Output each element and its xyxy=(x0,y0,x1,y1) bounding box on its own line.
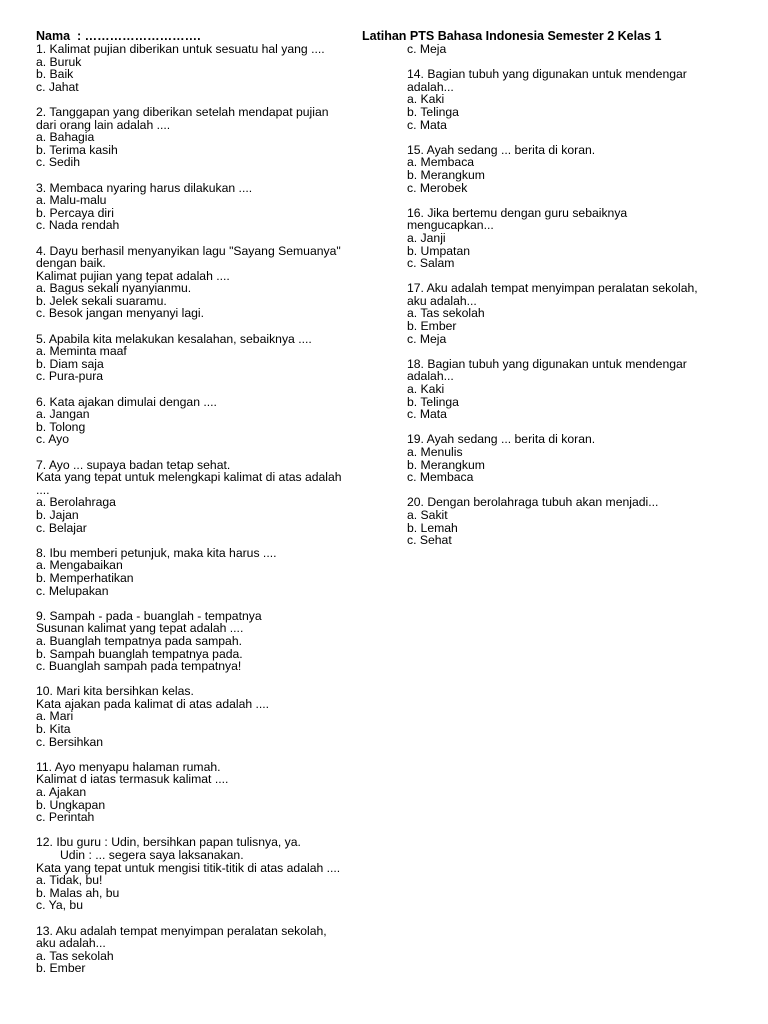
answer-option: b. Telinga xyxy=(407,394,459,409)
question-item xyxy=(36,396,376,446)
question-text: 7. Ayo ... supaya badan tetap sehat. xyxy=(36,457,231,472)
question-text: Susunan kalimat yang tepat adalah .... xyxy=(36,621,244,636)
question-text: adalah... xyxy=(407,79,454,94)
answer-option: b. Umpatan xyxy=(407,243,471,258)
worksheet-title: Latihan PTS Bahasa Indonesia Semester 2 Kelas 1 xyxy=(362,29,662,43)
answer-option: b. Jajan xyxy=(36,507,79,522)
answer-option: c. Ya, bu xyxy=(36,898,83,913)
question-text: aku adalah... xyxy=(36,936,106,951)
answer-option: a. Mengabaikan xyxy=(36,558,123,573)
answer-option: c. Meja xyxy=(407,42,447,56)
question-item xyxy=(36,245,376,321)
question-text: 2. Tanggapan yang diberikan setelah mendapat pujian xyxy=(36,104,329,119)
question-item xyxy=(407,144,737,194)
answer-option: a. Menulis xyxy=(407,445,463,459)
question-text: 8. Ibu memberi petunjuk, maka kita harus .... xyxy=(36,545,277,560)
answer-option: c. Membaca xyxy=(407,470,474,485)
answer-option: a. Meminta maaf xyxy=(36,344,127,359)
answer-option: b. Memperhatikan xyxy=(36,570,134,585)
question-text: 17. Aku adalah tempat menyimpan peralatan sekolah, xyxy=(407,281,698,296)
answer-option: c. Sehat xyxy=(407,533,452,548)
answer-option: a. Kaki xyxy=(407,382,445,397)
question-text: 16. Jika bertemu dengan guru sebaiknya xyxy=(407,205,628,220)
answer-option: b. Ungkapan xyxy=(36,797,106,812)
answer-option: a. Tas sekolah xyxy=(36,948,114,963)
question-text: 1. Kalimat pujian diberikan untuk sesuatu hal yang .... xyxy=(36,42,325,56)
answer-option: b. Merangkum xyxy=(407,167,485,182)
question-item xyxy=(36,925,376,975)
question-item-continued xyxy=(407,43,737,56)
answer-option: a. Tidak, bu! xyxy=(36,873,103,888)
question-text: 3. Membaca nyaring harus dilakukan .... xyxy=(36,180,253,195)
answer-option: c. Meja xyxy=(407,331,447,346)
answer-option: c. Salam xyxy=(407,256,455,271)
answer-option: a. Buruk xyxy=(36,54,82,69)
question-text: adalah... xyxy=(407,369,454,384)
answer-option: b. Percaya diri xyxy=(36,205,114,220)
answer-option: b. Lemah xyxy=(407,520,458,535)
question-item xyxy=(36,761,376,824)
question-text: 6. Kata ajakan dimulai dengan .... xyxy=(36,394,217,409)
question-item xyxy=(407,282,737,345)
answer-option: b. Baik xyxy=(36,67,74,82)
question-text: 5. Apabila kita melakukan kesalahan, sebaiknya .... xyxy=(36,331,312,346)
question-text: 10. Mari kita bersihkan kelas. xyxy=(36,684,194,699)
answer-option: c. Jahat xyxy=(36,79,79,94)
question-item xyxy=(36,333,376,383)
question-text: Kata yang tepat untuk mengisi titik-titik di atas adalah .... xyxy=(36,860,341,875)
question-item xyxy=(407,433,737,483)
question-text: Kalimat pujian yang tepat adalah .... xyxy=(36,268,230,283)
answer-option: a. Membaca xyxy=(407,155,475,170)
question-text: .... xyxy=(36,482,50,497)
answer-option: c. Buanglah sampah pada tempatnya! xyxy=(36,659,242,674)
answer-option: c. Melupakan xyxy=(36,583,109,598)
answer-option: c. Perintah xyxy=(36,810,95,825)
name-field-label: Nama : ………………………. xyxy=(36,29,201,43)
answer-option: a. Malu-malu xyxy=(36,193,107,208)
question-text: dengan baik. xyxy=(36,256,106,271)
answer-option: a. Bahagia xyxy=(36,130,95,145)
answer-option: a. Buanglah tempatnya pada sampah. xyxy=(36,633,242,648)
question-item xyxy=(36,685,376,748)
question-dialogue-line: Udin : ... segera saya laksanakan. xyxy=(60,848,244,862)
answer-option: a. Tas sekolah xyxy=(407,306,485,321)
question-item xyxy=(407,496,737,546)
question-item xyxy=(36,182,376,232)
answer-option: b. Merangkum xyxy=(407,457,485,472)
question-text: 19. Ayah sedang ... berita di koran. xyxy=(407,432,596,447)
question-text: 15. Ayah sedang ... berita di koran. xyxy=(407,142,596,157)
answer-option: b. Ember xyxy=(407,319,457,334)
question-item xyxy=(407,207,737,270)
answer-option: a. Sakit xyxy=(407,507,448,522)
question-text: Kata ajakan pada kalimat di atas adalah .... xyxy=(36,696,270,711)
answer-option: b. Telinga xyxy=(407,104,459,119)
answer-option: c. Belajar xyxy=(36,520,87,535)
question-text: aku adalah... xyxy=(407,293,477,308)
answer-option: b. Kita xyxy=(36,722,71,737)
answer-option: a. Bagus sekali nyanyianmu. xyxy=(36,281,192,296)
question-item xyxy=(407,68,737,131)
answer-option: a. Kaki xyxy=(407,92,445,107)
answer-option: c. Bersihkan xyxy=(36,734,104,749)
answer-option: b. Malas ah, bu xyxy=(36,885,120,900)
question-item xyxy=(407,358,737,421)
answer-option: a. Mari xyxy=(36,709,74,724)
answer-option: b. Jelek sekali suaramu. xyxy=(36,293,167,308)
question-text: 9. Sampah - pada - buanglah - tempatnya xyxy=(36,608,262,623)
answer-option: c. Sedih xyxy=(36,155,81,170)
answer-option: c. Mata xyxy=(407,407,447,422)
answer-option: c. Besok jangan menyanyi lagi. xyxy=(36,306,205,321)
question-text: dari orang lain adalah .... xyxy=(36,117,171,132)
question-item xyxy=(36,610,376,673)
question-text: 14. Bagian tubuh yang digunakan untuk mendengar xyxy=(407,67,687,82)
question-text: 18. Bagian tubuh yang digunakan untuk mendengar xyxy=(407,356,687,371)
answer-option: b. Ember xyxy=(36,961,86,976)
answer-option: b. Tolong xyxy=(36,419,86,434)
answer-option: b. Terima kasih xyxy=(36,142,118,157)
answer-option: c. Ayo xyxy=(36,432,69,447)
answer-option: a. Janji xyxy=(407,230,446,245)
left-question-column xyxy=(36,43,376,975)
question-item xyxy=(36,106,376,169)
question-text: 20. Dengan berolahraga tubuh akan menjadi... xyxy=(407,495,659,510)
answer-option: c. Mata xyxy=(407,117,447,132)
question-item xyxy=(36,459,376,535)
answer-option: a. Ajakan xyxy=(36,785,87,800)
answer-option: b. Sampah buanglah tempatnya pada. xyxy=(36,646,243,661)
question-text: mengucapkan... xyxy=(407,218,494,233)
question-text: 12. Ibu guru : Udin, bersihkan papan tulisnya, ya. xyxy=(36,835,301,850)
answer-option: b. Diam saja xyxy=(36,356,104,371)
question-item xyxy=(36,836,376,912)
answer-option: a. Berolahraga xyxy=(36,495,116,510)
answer-option: c. Merobek xyxy=(407,180,468,195)
question-item xyxy=(36,547,376,597)
answer-option: c. Nada rendah xyxy=(36,218,120,233)
right-question-column xyxy=(407,43,737,547)
question-text: 13. Aku adalah tempat menyimpan peralatan sekolah, xyxy=(36,923,327,938)
question-text: 4. Dayu berhasil menyanyikan lagu "Sayang Semuanya" xyxy=(36,243,341,258)
answer-option: c. Pura-pura xyxy=(36,369,104,384)
question-item xyxy=(36,43,376,93)
question-text: Kata yang tepat untuk melengkapi kalimat di atas adalah xyxy=(36,470,342,485)
question-text: 11. Ayo menyapu halaman rumah. xyxy=(36,759,221,774)
question-text: Kalimat d iatas termasuk kalimat .... xyxy=(36,772,229,787)
answer-option: a. Jangan xyxy=(36,407,90,422)
